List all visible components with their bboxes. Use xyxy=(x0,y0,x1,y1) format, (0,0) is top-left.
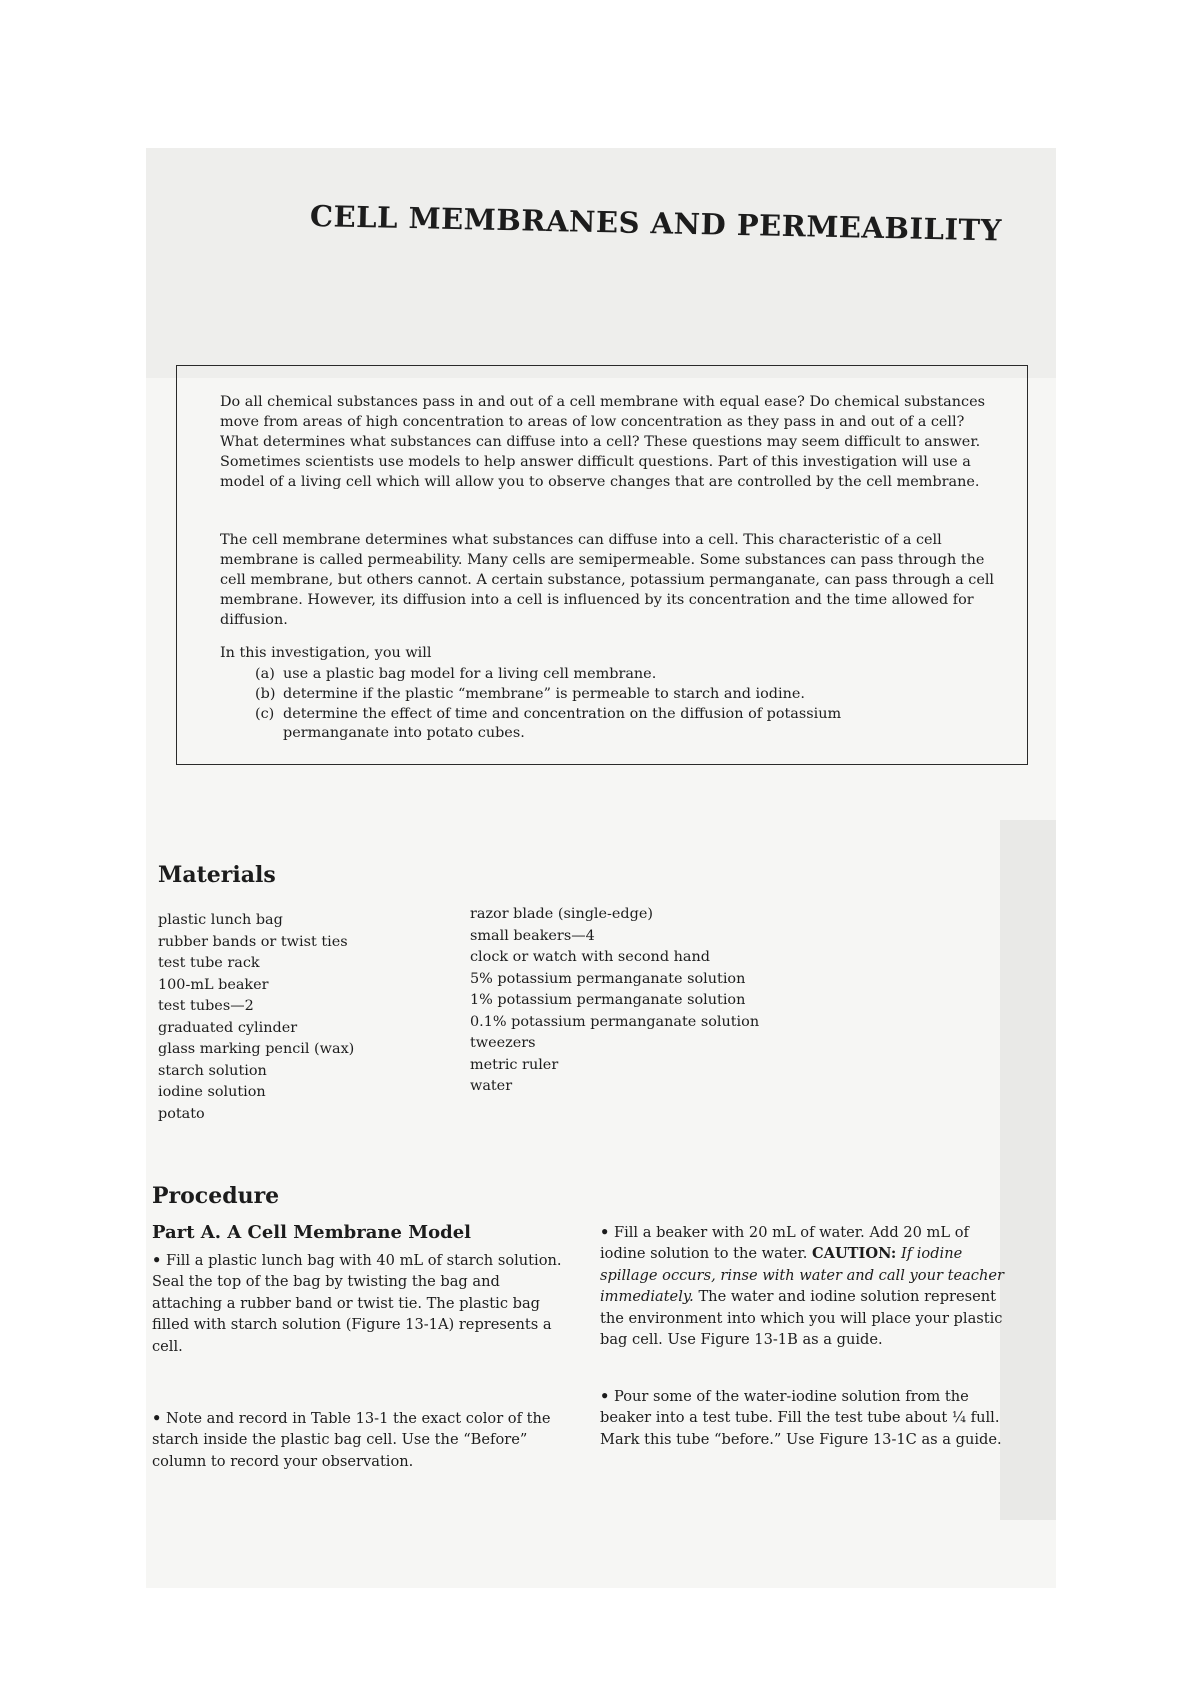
list-item: metric ruler xyxy=(470,1056,559,1073)
list-item: starch solution xyxy=(158,1062,267,1079)
list-item: tweezers xyxy=(470,1035,536,1051)
bullet-icon: • xyxy=(600,1388,610,1405)
objective-item: (b) determine if the plastic “membrane” is permeable to starch and iodine. xyxy=(255,686,805,702)
list-item: test tubes—2 xyxy=(158,998,254,1014)
procedure-step: • Fill a beaker with 20 mL of water. Add 20 mL of iodine solution to the water. CAUTION: If iodine spillage occurs, rinse with water and call your teacher immediately. The water and iodine solution represent the environment into which you will place your plastic bag cell. Use Figure 13-1B as a guide. xyxy=(600,1224,1004,1349)
list-item: iodine solution xyxy=(158,1084,266,1100)
objectives-lead: In this investigation, you will xyxy=(220,645,432,661)
bullet-icon: • xyxy=(152,1252,162,1269)
objective-item: (c) determine the effect of time and concentration on the diffusion of potassium permanganate into potato cubes. xyxy=(255,706,842,741)
list-item: 0.1% potassium permanganate solution xyxy=(470,1013,760,1030)
procedure-step: • Note and record in Table 13-1 the exact color of the starch inside the plastic bag cell. Use the “Before” column to record your observation. xyxy=(152,1410,551,1470)
caution-text: If iodine spillage occurs, rinse with water and call your teacher immediately. xyxy=(600,1245,1004,1306)
bullet-icon: • xyxy=(152,1410,162,1427)
list-item: glass marking pencil (wax) xyxy=(158,1041,355,1057)
list-item: small beakers—4 xyxy=(470,927,595,944)
list-item: razor blade (single-edge) xyxy=(470,906,653,922)
list-item: clock or watch with second hand xyxy=(470,949,710,965)
list-item: test tube rack xyxy=(158,955,260,971)
list-item: graduated cylinder xyxy=(158,1019,298,1036)
procedure-step: • Fill a plastic lunch bag with 40 mL of starch solution. Seal the top of the bag by twisting the bag and attaching a rubber band or twist tie. The plastic bag filled with starch solution (Figure 13-1A) represents a cell. xyxy=(152,1252,562,1355)
list-item: plastic lunch bag xyxy=(158,912,283,928)
procedure-heading: Procedure xyxy=(152,1183,280,1209)
intro-paragraph: Do all chemical substances pass in and out of a cell membrane with equal ease? Do chemical substances move from areas of high concentration to areas of low concentration as they pass in and out of a cell? What determines what substances can diffuse into a cell? These questions may seem difficult to answer. Sometimes scientists use models to help answer difficult questions. Part of this investigation will use a model of a living cell which will allow you to observe changes that are controlled by the cell membrane. xyxy=(220,394,985,490)
list-item: 100-mL beaker xyxy=(158,976,269,993)
intro-paragraph: The cell membrane determines what substances can diffuse into a cell. This characteristic of a cell membrane is called permeability. Many cells are semipermeable. Some substances can pass through the cell membrane, but others cannot. A certain substance, potassium permanganate, can pass through a cell membrane. However, its diffusion into a cell is influenced by its concentration and the time allowed for diffusion. xyxy=(220,532,995,628)
materials-list-left xyxy=(158,910,354,1125)
materials-heading: Materials xyxy=(158,862,276,888)
page-title: CELL MEMBRANES AND PERMEABILITY xyxy=(309,199,1003,248)
scan-shade xyxy=(146,148,1056,378)
caution-label: CAUTION: xyxy=(812,1245,897,1263)
materials-list-right xyxy=(470,904,759,1098)
list-item: 5% potassium permanganate solution xyxy=(470,970,746,987)
list-item: 1% potassium permanganate solution xyxy=(470,992,746,1008)
list-item: potato xyxy=(158,1105,205,1122)
procedure-step: • Pour some of the water-iodine solution from the beaker into a test tube. Fill the test tube about ¼ full. Mark this tube “before.” Use Figure 13-1C as a guide. xyxy=(600,1388,1002,1448)
list-item: rubber bands or twist ties xyxy=(158,933,348,950)
list-item: water xyxy=(470,1078,513,1094)
part-a-heading: Part A. A Cell Membrane Model xyxy=(152,1222,471,1243)
bullet-icon: • xyxy=(600,1224,610,1241)
objective-item: (a) use a plastic bag model for a living cell membrane. xyxy=(255,666,657,682)
